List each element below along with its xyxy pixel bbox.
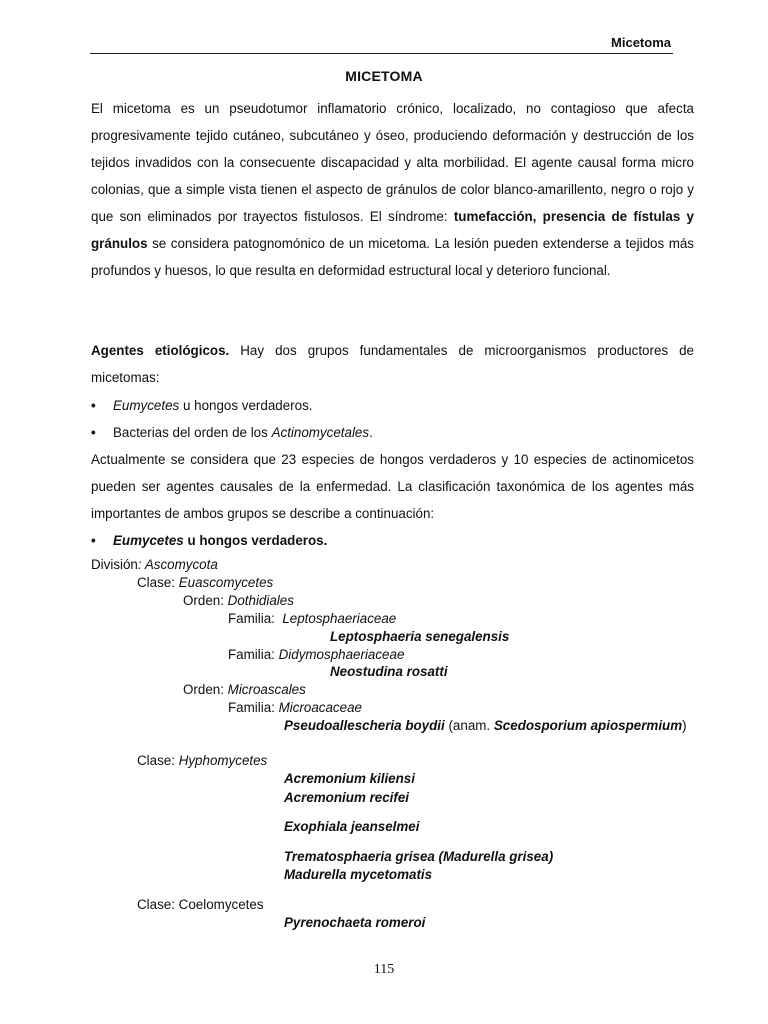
taxonomy-species-3 [284,717,687,735]
page-title: MICETOMA [345,68,423,84]
page-number: 115 [373,962,395,977]
division-label: División [91,557,138,572]
page-header [90,34,673,54]
taxonomy-class-2 [137,752,267,770]
species-3-anam: Scedosporium apiospermium [493,718,683,733]
taxonomy-species-6: Exophiala jeanselmei [284,819,420,834]
groups-list [91,392,694,446]
taxonomy-class-3: Clase: Coelomycetes [137,897,264,912]
order-1-value: Dothidiales [227,593,294,608]
etiology-section [91,337,694,391]
list-item [91,419,694,446]
group-1-text: u hongos verdaderos. [179,398,313,413]
taxonomy-order-2 [183,681,306,699]
family-3-value: Microacaceae [278,700,362,715]
division-value: Ascomycota [144,557,218,572]
class-2-value: Hyphomycetes [178,753,268,768]
species-3-anam-open: (anam. [444,718,494,733]
order-1-label: Orden: [183,593,228,608]
intro-text-2: se considera patognomónico de un micetoma. La lesión pueden extenderse a tejidos más profundos y huesos, lo que resulta en deformidad estructural local y deterioro funcional. [91,236,694,278]
class-1-label: Clase: [137,575,179,590]
taxonomy-family-3 [228,699,362,717]
taxonomy-species-9: Pyrenochaeta romeroi [284,915,426,930]
etiology-paragraph [91,337,694,391]
group-2-prefix: Bacterias del orden de los [113,425,272,440]
order-2-value: Microascales [227,682,306,697]
list-item [91,527,694,554]
list-item [91,392,694,419]
etiology-heading: Agentes etiológicos. [91,343,230,358]
class-2-label: Clase: [137,753,179,768]
species-3-anam-close: ) [682,718,687,733]
running-title: Micetoma [611,35,671,50]
intro-text-1: El micetoma es un pseudotumor inflamatorio crónico, localizado, no contagioso que afecta progresivamente tejido cutáneo, subcutáneo y óseo, produciendo deformación y destrucción de los tejidos invadidos con la consecuente discapacidad y alta morbilidad. El agente causal forma micro colonias, que a simple vista tienen el aspecto de gránulos de color blanco-amarillento, negro o rojo y que son eliminados por trayectos fistulosos. El síndrome: [91,101,694,224]
current-section [91,446,694,527]
taxonomy-division [91,556,218,574]
eumycetes-text: u hongos verdaderos. [183,533,328,548]
taxonomy-species-5: Acremonium recifei [284,790,410,805]
division-colon: : [137,557,145,572]
family-1-label: Familia: [228,611,283,626]
species-3-name: Pseudoallescheria boydii [284,718,445,733]
group-1-italic: Eumycetes [113,398,180,413]
intro-paragraph [91,95,694,284]
taxonomy-order-1 [183,592,294,610]
intro-section [91,95,694,284]
family-2-value: Didymosphaeriaceae [278,647,405,662]
taxonomy-species-4: Acremonium kiliensi [284,771,415,786]
family-3-label: Familia: [228,700,279,715]
taxonomy-class-1 [137,574,273,592]
taxonomy-species-2: Neostudina rosatti [330,664,448,679]
eumycetes-italic: Eumycetes [113,533,184,548]
taxonomy-species-1: Leptosphaeria senegalensis [330,629,510,644]
group-2-text: . [369,425,373,440]
order-2-label: Orden: [183,682,228,697]
taxonomy-family-1 [228,610,396,628]
intro-bold-syndrome: tumefacción, presencia de fístulas y gránulos [91,209,694,251]
taxonomy-species-7: Trematosphaeria grisea (Madurella grisea) [284,849,554,864]
taxonomy-family-2 [228,646,404,664]
eumycetes-heading [91,527,694,554]
taxonomy-species-8: Madurella mycetomatis [284,867,433,882]
family-2-label: Familia: [228,647,279,662]
group-2-italic: Actinomycetales [271,425,370,440]
etiology-text: Hay dos grupos fundamentales de microorganismos productores de micetomas: [91,343,694,385]
class-1-value: Euascomycetes [178,575,274,590]
current-paragraph: Actualmente se considera que 23 especies de hongos verdaderos y 10 especies de actinomicetos pueden ser agentes causales de la enfermedad. La clasificación taxonómica de los agentes más importantes de ambos grupos se describe a continuación: [91,452,694,521]
family-1-value: Leptosphaeriaceae [282,611,397,626]
